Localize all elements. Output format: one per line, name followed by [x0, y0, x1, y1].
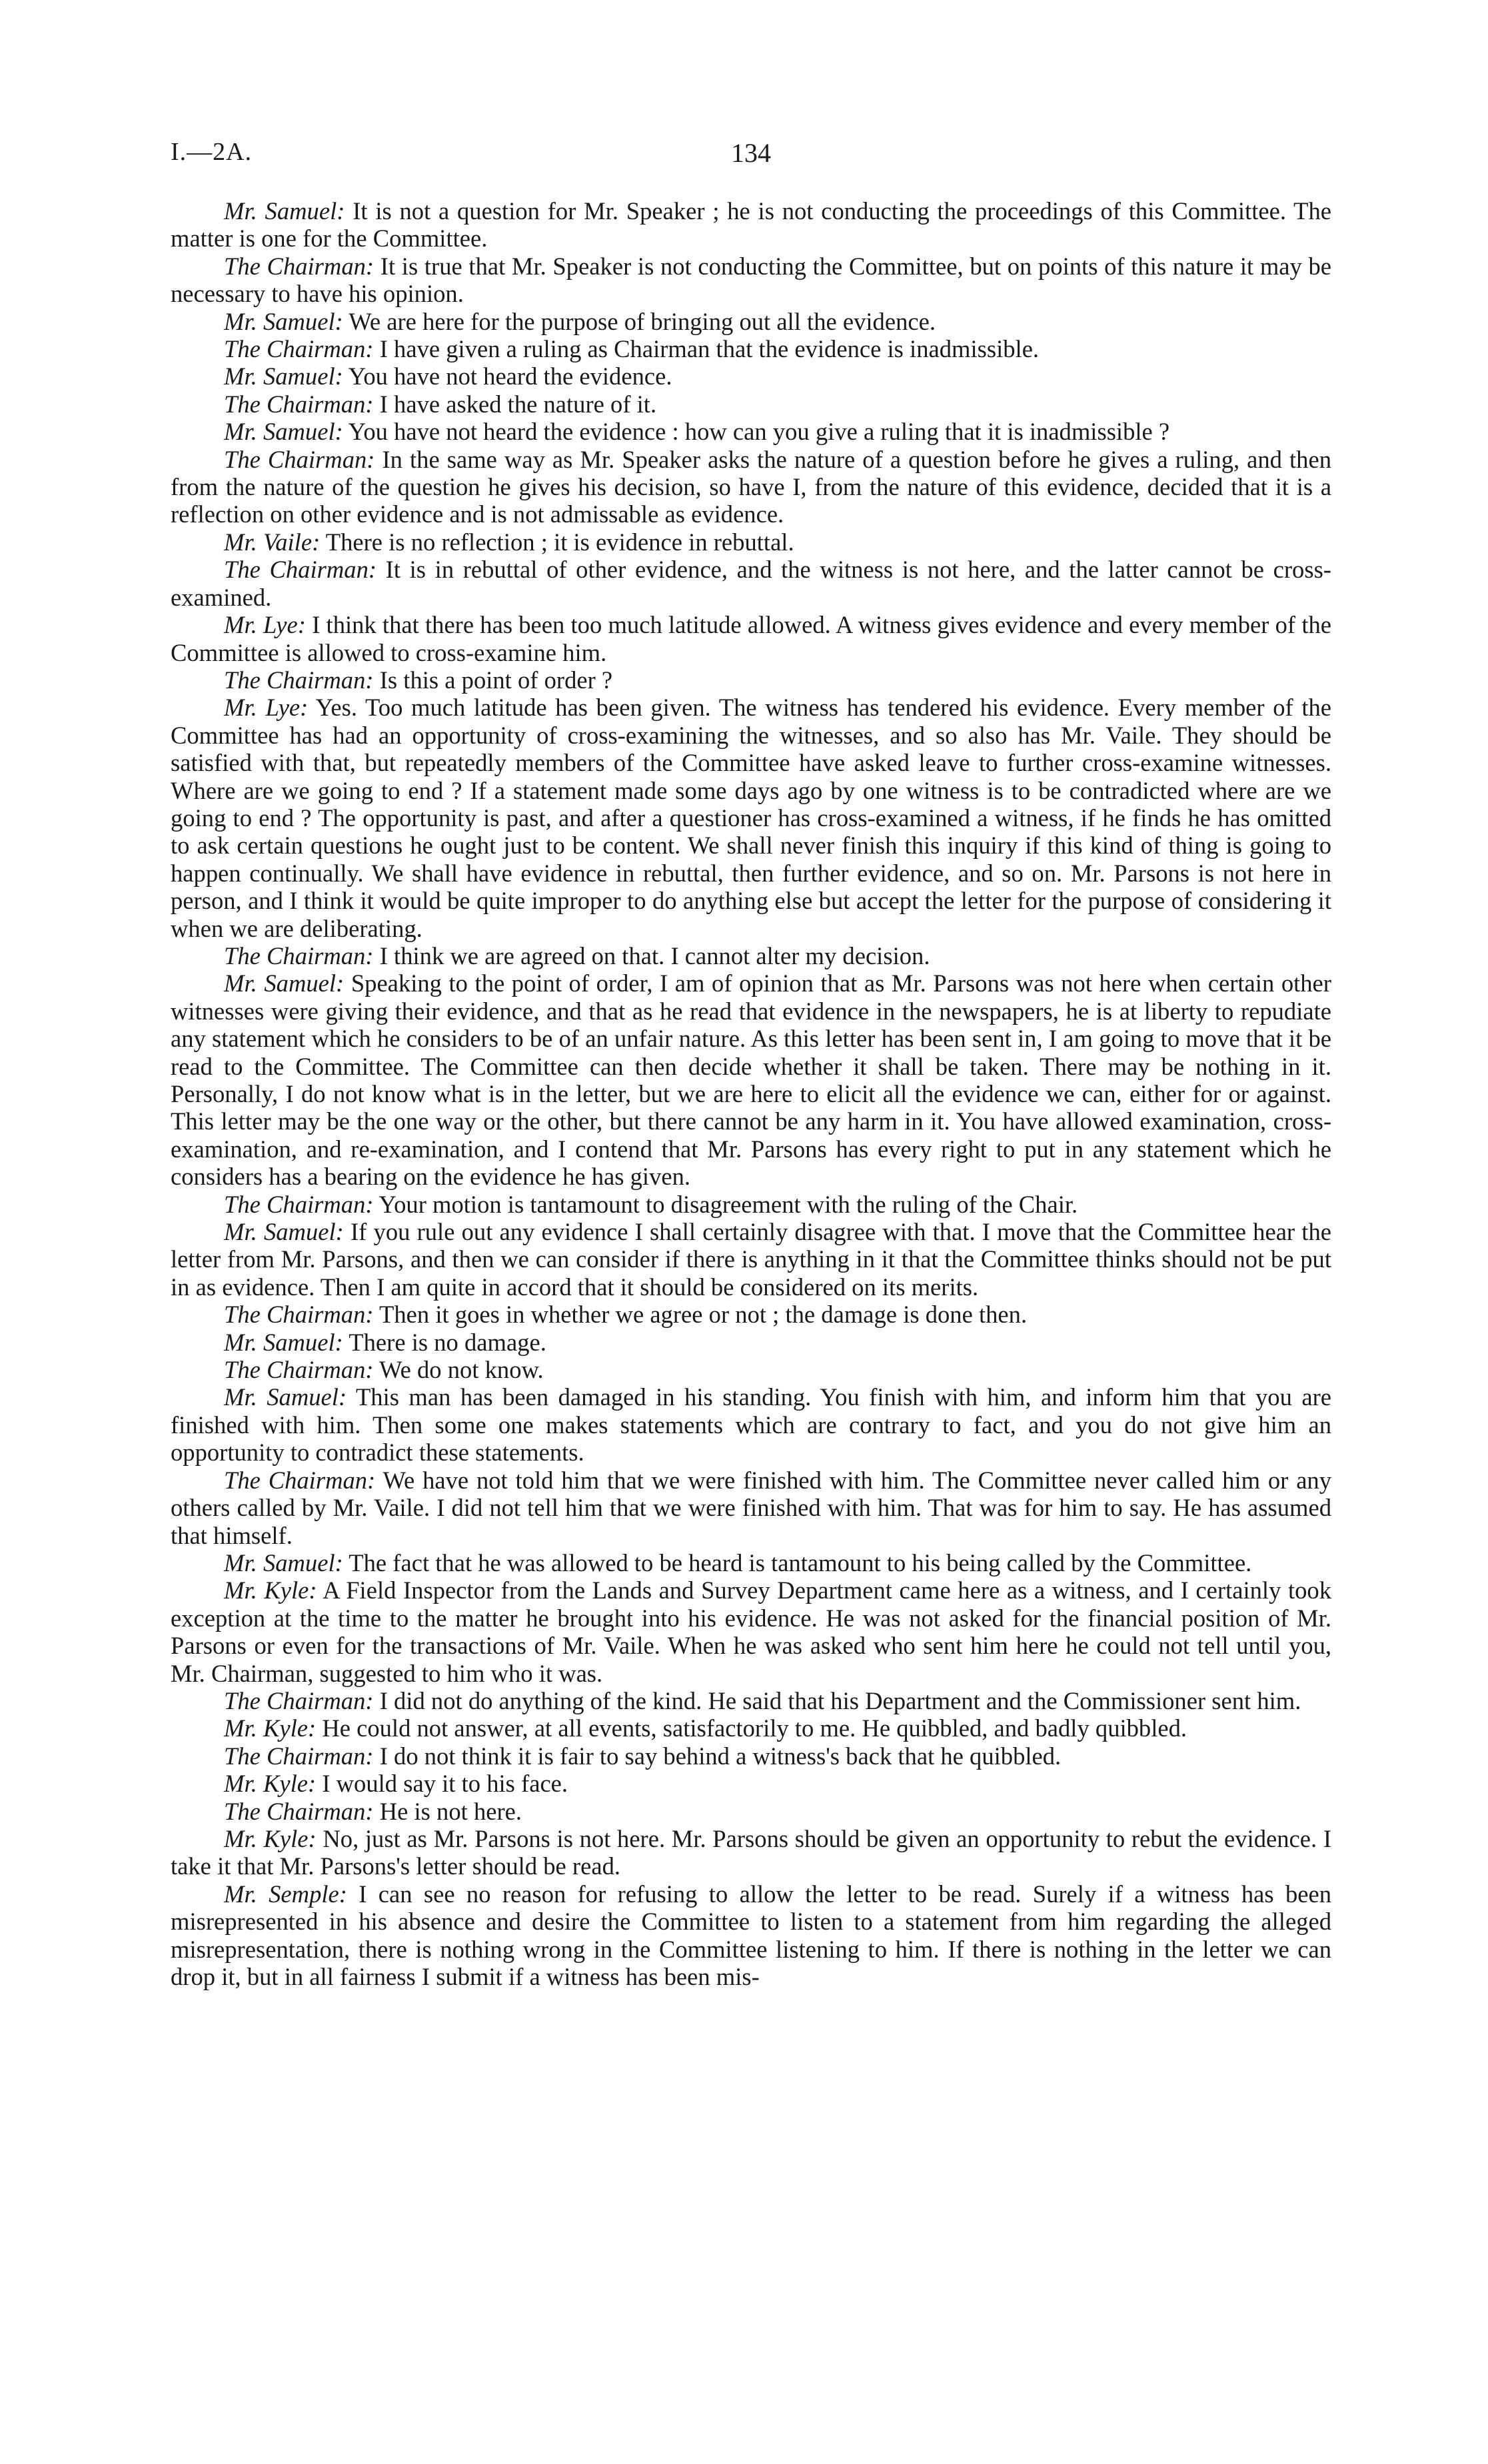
speaker-name: Mr. Samuel:: [224, 362, 343, 390]
speech-text: Your motion is tantamount to disagreement with the ruling of the Chair.: [378, 1190, 1078, 1218]
speech-text: In the same way as Mr. Speaker asks the nature of a question before he gives a ruling, and then from the nature of the question he gives his decision, so have I, from the nature of this evidence, decided that it is a reflection on other evidence and is not admissable as evidence.: [171, 445, 1331, 528]
speaker-name: Mr. Kyle:: [224, 1770, 317, 1798]
speech-text: I have given a ruling as Chairman that the evidence is inadmissible.: [379, 335, 1040, 363]
page-number: 134: [731, 138, 771, 168]
speech-text: Speaking to the point of order, I am of opinion that as Mr. Parsons was not here when certain other witnesses were giving their evidence, and that as he read that evidence in the newspapers, he is at liberty to repudiate any statement which he considers to be of an unfair nature. As this letter has been sent in, I am going to move that it be read to the Committee. The Committee can then decide whether it shall be taken. There may be nothing in it. Personally, I do not know what is in the letter, but we are here to elicit all the evidence we can, either for or against. This letter may be the one way or the other, but there cannot be any harm in it. You have allowed examination, cross-examination, and re-examination, and I contend that Mr. Parsons has every right to put in any statement which he considers has a bearing on the evidence he has given.: [171, 969, 1331, 1191]
speaker-name: Mr. Lye:: [224, 611, 306, 639]
speech-text: Then it goes in whether we agree or not ; the damage is done then.: [379, 1301, 1028, 1329]
speech-text: Is this a point of order ?: [379, 666, 613, 694]
transcript-paragraph: [171, 1218, 1331, 1301]
speaker-name: The Chairman:: [224, 445, 375, 473]
speaker-name: The Chairman:: [224, 1797, 374, 1825]
transcript-paragraph: [171, 1687, 1331, 1714]
speaker-name: The Chairman:: [224, 1190, 374, 1218]
transcript-paragraph: [171, 528, 1331, 556]
transcript-paragraph: [171, 969, 1331, 1190]
speaker-name: The Chairman:: [224, 390, 374, 418]
speaker-name: The Chairman:: [224, 666, 374, 694]
transcript-paragraph: [171, 446, 1331, 528]
speaker-name: Mr. Vaile:: [224, 528, 321, 556]
transcript-body: [171, 197, 1331, 1990]
speaker-name: Mr. Samuel:: [224, 418, 343, 446]
speech-text: If you rule out any evidence I shall certainly disagree with that. I move that the Committee hear the letter from Mr. Parsons, and then we can consider if there is anything in it that the Committee thinks should not be put in as evidence. Then I am quite in accord that it should be considered on its merits.: [171, 1218, 1331, 1301]
speech-text: It is in rebuttal of other evidence, and the witness is not here, and the latter cannot be cross-examined.: [171, 556, 1331, 611]
speech-text: It is not a question for Mr. Speaker ; he is not conducting the proceedings of this Committee. The matter is one for the Committee.: [171, 197, 1332, 253]
transcript-paragraph: [171, 197, 1331, 253]
transcript-paragraph: [171, 1714, 1331, 1742]
speaker-name: Mr. Samuel:: [224, 197, 345, 225]
speech-text: There is no damage.: [349, 1328, 546, 1356]
speech-text: You have not heard the evidence : how can you give a ruling that it is inadmissible ?: [348, 418, 1170, 446]
speaker-name: Mr. Kyle:: [224, 1576, 317, 1604]
transcript-paragraph: [171, 694, 1331, 942]
transcript-paragraph: [171, 1880, 1331, 1991]
transcript-paragraph: [171, 556, 1331, 611]
speech-text: He could not answer, at all events, satisfactorily to me. He quibbled, and badly quibbled.: [322, 1714, 1187, 1742]
speaker-name: Mr. Samuel:: [224, 1548, 343, 1576]
speech-text: Yes. Too much latitude has been given. The witness has tendered his evidence. Every member of the Committee has had an opportunity of cross-examining the witnesses, and so also has Mr. Vaile. They should be satisfied with that, but repeatedly members of the Committee have asked leave to further cross-examine witnesses. Where are we going to end ? If a statement made some days ago by one witness is to be contradicted where are we going to end ? The opportunity is past, and after a questioner has cross-examined a witness, if he finds he has omitted to ask certain questions he ought just to be content. We shall never finish this inquiry if this kind of thing is going to happen continually. We shall have evidence in rebuttal, then further evidence, and so on. Mr. Parsons is not here in person, and I think it would be quite improper to do anything else but accept the letter for the purpose of considering it when we are deliberating.: [171, 694, 1332, 942]
speech-text: You have not heard the evidence.: [348, 362, 672, 390]
speaker-name: Mr. Lye:: [224, 694, 309, 722]
speech-text: I do not think it is fair to say behind a witness's back that he quibbled.: [379, 1742, 1062, 1770]
speaker-name: The Chairman:: [224, 1742, 374, 1770]
speech-text: We have not told him that we were finished with him. The Committee never called him or any others called by Mr. Vaile. I did not tell him that we were finished with him. That was for him to say. He has assumed that himself.: [171, 1466, 1332, 1549]
speaker-name: The Chairman:: [224, 556, 377, 584]
transcript-paragraph: [171, 1549, 1331, 1576]
transcript-paragraph: [171, 1576, 1331, 1687]
transcript-paragraph: [171, 1329, 1331, 1356]
speaker-name: The Chairman:: [224, 1466, 376, 1494]
speech-text: This man has been damaged in his standing. You finish with him, and inform him that you are finished with him. Then some one makes statements which are contrary to fact, and you do not give him an opportunity to contradict these statements.: [171, 1383, 1331, 1467]
speaker-name: Mr. Samuel:: [224, 307, 343, 335]
transcript-paragraph: [171, 253, 1331, 308]
speech-text: No, just as Mr. Parsons is not here. Mr. Parsons should be given an opportunity to rebut the evidence. I take it that Mr. Parsons's letter should be read.: [171, 1824, 1332, 1880]
speech-text: He is not here.: [379, 1797, 522, 1825]
speech-text: I can see no reason for refusing to allow the letter to be read. Surely if a witness has been misrepresented in his absence and desire the Committee to listen to a statement from him regarding the alleged misrepresentation, there is nothing wrong in the Committee listening to him. If there is nothing in the letter we can drop it, but in all fairness I submit if a witness has been mis-: [171, 1880, 1331, 1990]
speaker-name: Mr. Samuel:: [224, 1218, 344, 1246]
transcript-paragraph: [171, 1383, 1331, 1466]
speaker-name: The Chairman:: [224, 1356, 374, 1384]
document-reference: I.—2A.: [171, 138, 253, 166]
speech-text: We are here for the purpose of bringing out all the evidence.: [349, 307, 936, 335]
speaker-name: Mr. Samuel:: [224, 1328, 343, 1356]
speaker-name: Mr. Semple:: [224, 1880, 347, 1908]
page-header: [171, 137, 1331, 177]
speaker-name: Mr. Samuel:: [224, 969, 345, 997]
speaker-name: The Chairman:: [224, 335, 374, 363]
transcript-paragraph: [171, 308, 1331, 335]
transcript-paragraph: [171, 335, 1331, 362]
transcript-paragraph: [171, 1798, 1331, 1825]
speech-text: We do not know.: [379, 1356, 544, 1384]
speech-text: I think we are agreed on that. I cannot alter my decision.: [379, 941, 930, 969]
speech-text: I think that there has been too much latitude allowed. A witness gives evidence and every member of the Committee is allowed to cross-examine him.: [171, 611, 1332, 666]
speaker-name: The Chairman:: [224, 1686, 374, 1714]
speech-text: The fact that he was allowed to be heard is tantamount to his being called by the Committee.: [349, 1548, 1252, 1576]
speaker-name: The Chairman:: [224, 941, 374, 969]
speaker-name: Mr. Kyle:: [224, 1824, 317, 1852]
speaker-name: The Chairman:: [224, 1301, 374, 1329]
transcript-paragraph: [171, 1356, 1331, 1383]
transcript-paragraph: [171, 611, 1331, 666]
transcript-paragraph: [171, 666, 1331, 694]
speech-text: A Field Inspector from the Lands and Survey Department came here as a witness, and I certainly took exception at the time to the matter he brought into his evidence. He was not asked for the financial position of Mr. Parsons or even for the transactions of Mr. Vaile. When he was asked who sent him here he could not tell until you, Mr. Chairman, suggested to him who it was.: [171, 1576, 1331, 1687]
transcript-paragraph: [171, 362, 1331, 390]
speaker-name: The Chairman:: [224, 252, 374, 280]
speech-text: I did not do anything of the kind. He said that his Department and the Commissioner sent him.: [379, 1686, 1301, 1714]
transcript-paragraph: [171, 1770, 1331, 1797]
transcript-paragraph: [171, 1742, 1331, 1770]
transcript-paragraph: [171, 1825, 1331, 1880]
speaker-name: Mr. Kyle:: [224, 1714, 317, 1742]
speech-text: I would say it to his face.: [322, 1770, 568, 1798]
transcript-paragraph: [171, 1467, 1331, 1549]
transcript-paragraph: [171, 1301, 1331, 1328]
speaker-name: Mr. Samuel:: [224, 1383, 347, 1411]
transcript-paragraph: [171, 390, 1331, 418]
transcript-paragraph: [171, 942, 1331, 969]
transcript-paragraph: [171, 418, 1331, 445]
speech-text: It is true that Mr. Speaker is not conducting the Committee, but on points of this nature it may be necessary to have his opinion.: [171, 252, 1332, 308]
transcript-paragraph: [171, 1191, 1331, 1218]
speech-text: I have asked the nature of it.: [379, 390, 657, 418]
speech-text: There is no reflection ; it is evidence in rebuttal.: [325, 528, 794, 556]
